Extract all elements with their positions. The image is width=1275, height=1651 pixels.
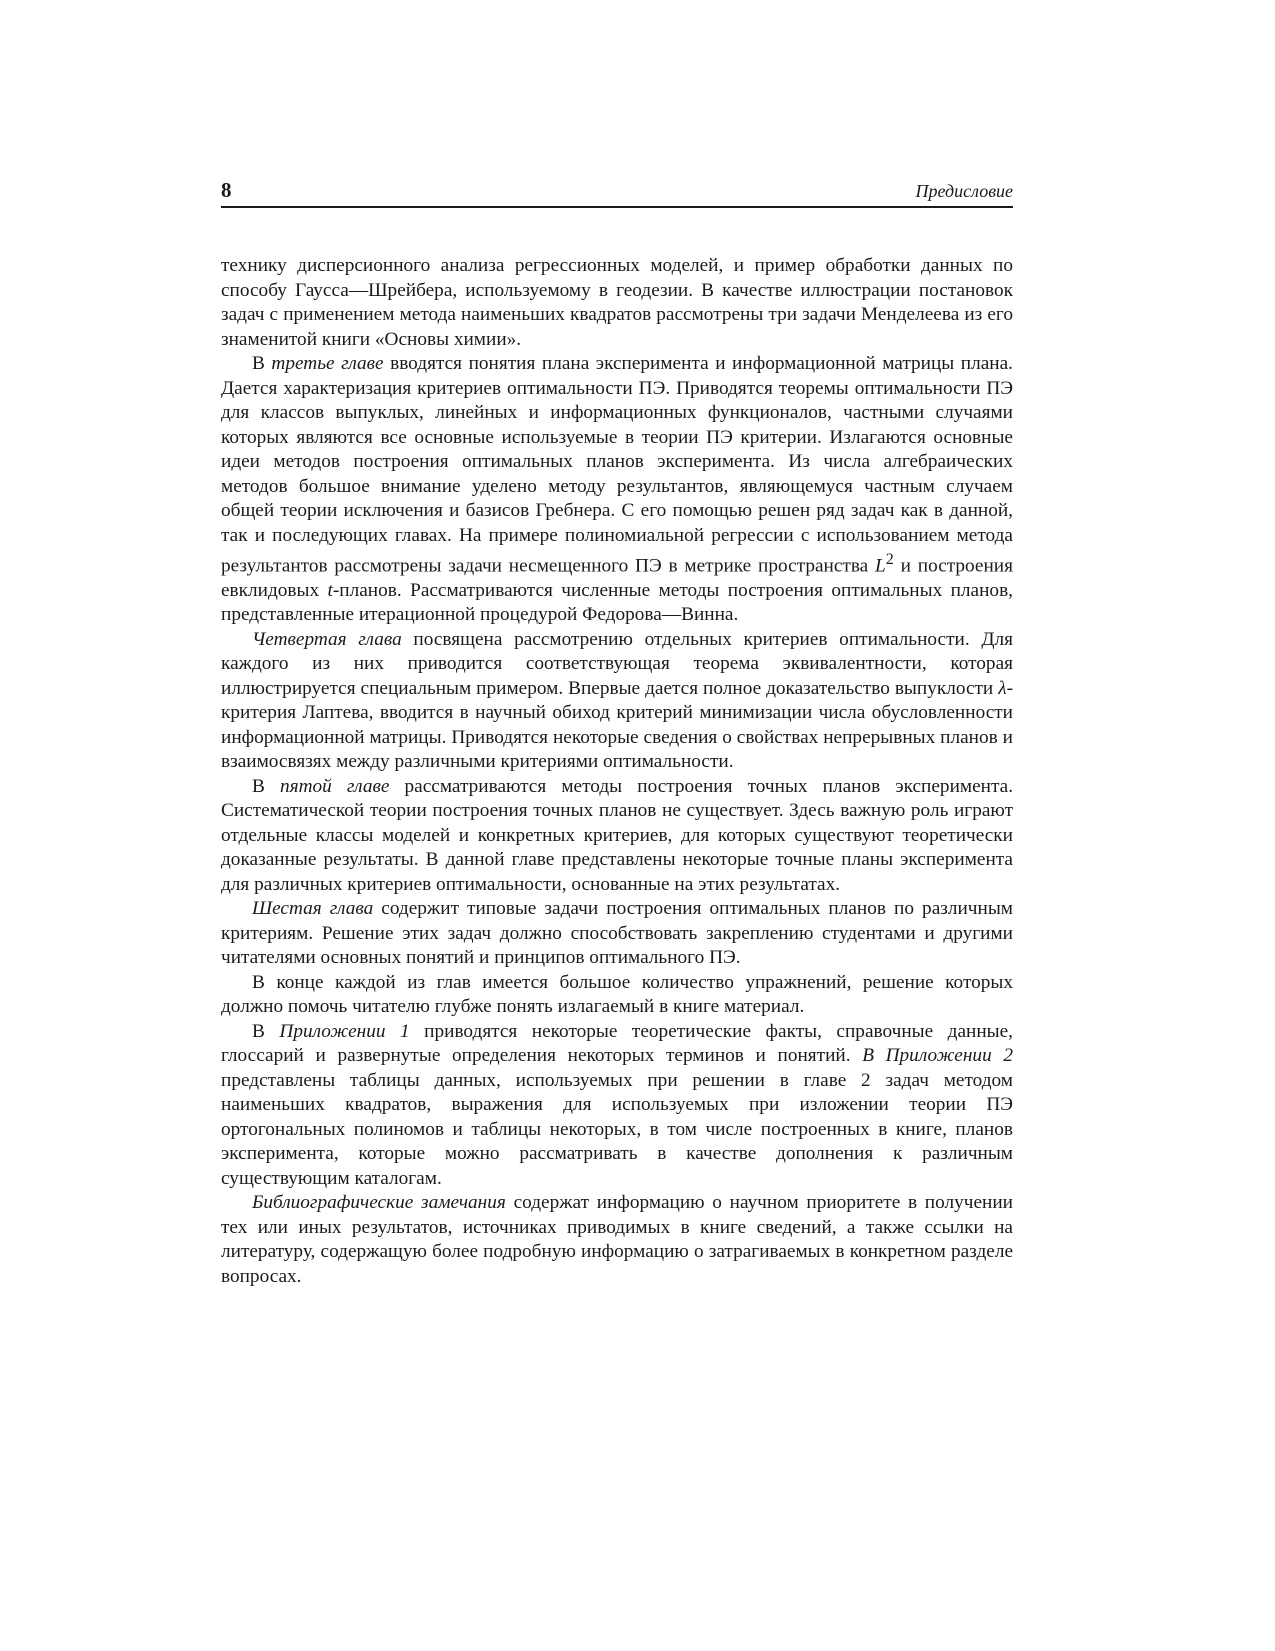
paragraph-5-text: содержит типовые задачи построения оптимальных планов по различным критериям. Решение этих задач должно способствовать закреплению студентами и другими читателями основных понятий и принципов оптимального ПЭ. bbox=[221, 898, 1013, 969]
paragraph-2-text-b: и построения евклидовых bbox=[221, 555, 1013, 601]
paragraph-7-emphasis-b: В Приложении 2 bbox=[862, 1045, 1013, 1067]
paragraph-7-emphasis-a: Приложении 1 bbox=[279, 1020, 410, 1042]
math-l-superscript: 2 bbox=[885, 551, 894, 568]
math-l-symbol: L bbox=[875, 555, 886, 577]
paragraph-7-text-a: приводятся некоторые теоретические факты, справочные данные, глоссарий и развернутые определения некоторых терминов и понятий. bbox=[221, 1020, 1014, 1067]
paragraph-2-text-a: вводятся понятия плана эксперимента и информационной матрицы плана. Дается характеризация критериев оптимальности ПЭ. Приводятся теоремы оптимальности ПЭ для классов выпуклых, линейных и информационных функционалов, частными случаями которых являются все основные используемые в теории ПЭ критерии. Излагаются основные идеи методов построения оптимальных планов эксперимента. Из числа алгебраических методов большое внимание уделено методу результантов, являющемуся частным случаем общей теории исключения и базисов Гребнера. С его помощью решен ряд задач как в данной, так и последующих главах. На примере полиномиальной регрессии с использованием метода результантов рассмотрены задачи несмещенного ПЭ в метрике пространства bbox=[221, 353, 1013, 577]
paragraph-8-text: содержат информацию о научном приоритете в получении тех или иных результатов, источниках приводимых в книге сведений, а также ссылки на литературу, содержащую более подробную информацию о затрагиваемых в конкретном разделе вопросах. bbox=[221, 1192, 1013, 1287]
paragraph-8-emphasis: Библиографические замечания bbox=[252, 1192, 506, 1214]
paragraph-6 bbox=[221, 971, 1013, 1020]
paragraph-1-text: технику дисперсионного анализа регрессионных моделей, и пример обработки данных по способу Гаусса—Шрейбера, используемому в геодезии. В качестве иллюстрации постановок задач с применением метода наименьших квадратов рассмотрены три задачи Менделеева из его знаменитой книги «Основы химии». bbox=[221, 255, 1013, 350]
paragraph-6-text: В конце каждой из глав имеется большое количество упражнений, решение которых должно помочь читателю глубже понять излагаемый в книге материал. bbox=[221, 971, 1013, 1018]
page-number: 8 bbox=[221, 178, 232, 202]
running-title: Предисловие bbox=[915, 181, 1013, 201]
paragraph-3-text-a: посвящена рассмотрению отдельных критериев оптимальности. Для каждого из них приводится соответствующая теорема эквивалентности, которая иллюстрируется специальным примером. Впервые дается полное доказательство выпуклости bbox=[221, 628, 1013, 699]
paragraph-7 bbox=[221, 1020, 1013, 1192]
body-text bbox=[221, 254, 1013, 1289]
paragraph-7-prefix: В bbox=[252, 1020, 280, 1042]
paragraph-4-emphasis: пятой главе bbox=[279, 775, 390, 797]
paragraph-2 bbox=[221, 352, 1013, 628]
paragraph-7-text-b: представлены таблицы данных, используемых при решении в главе 2 задач методом наименьших квадратов, выражения для используемых при изложении теории ПЭ ортогональных полиномов и таблицы некоторых, в том числе построенных в книге, планов эксперимента, которые можно рассматривать в качестве дополнения к различным существующим каталогам. bbox=[221, 1069, 1013, 1189]
paragraph-5 bbox=[221, 897, 1013, 971]
paragraph-2-text-c: -планов. Рассматриваются численные методы построения оптимальных планов, представленные итерационной процедурой Федорова—Винна. bbox=[221, 579, 1013, 626]
paragraph-1 bbox=[221, 254, 1013, 352]
paragraph-3 bbox=[221, 628, 1013, 775]
page-header bbox=[221, 178, 1013, 208]
math-lambda-symbol: λ bbox=[998, 677, 1007, 699]
paragraph-5-emphasis: Шестая глава bbox=[252, 898, 374, 920]
paragraph-8 bbox=[221, 1191, 1013, 1289]
paragraph-4-prefix: В bbox=[252, 775, 280, 797]
paragraph-2-emphasis: третье главе bbox=[271, 353, 384, 374]
paragraph-2-prefix: В bbox=[252, 353, 272, 374]
paragraph-4 bbox=[221, 775, 1013, 898]
paragraph-3-emphasis: Четвертая глава bbox=[252, 628, 402, 650]
math-t-symbol: t bbox=[327, 579, 333, 601]
paragraph-4-text: рассматриваются методы построения точных планов эксперимента. Систематической теории построения точных планов не существует. Здесь важную роль играют отдельные классы моделей и конкретных критериев, для которых существуют теоретически доказанные результаты. В данной главе представлены некоторые точные планы эксперимента для различных критериев оптимальности, основанные на этих результатах. bbox=[221, 775, 1014, 895]
paragraph-3-text-b: -критерия Лаптева, вводится в научный обиход критерий минимизации числа обусловленности информационной матрицы. Приводятся некоторые сведения о свойствах непрерывных планов и взаимосвязях между различными критериями оптимальности. bbox=[221, 677, 1013, 773]
